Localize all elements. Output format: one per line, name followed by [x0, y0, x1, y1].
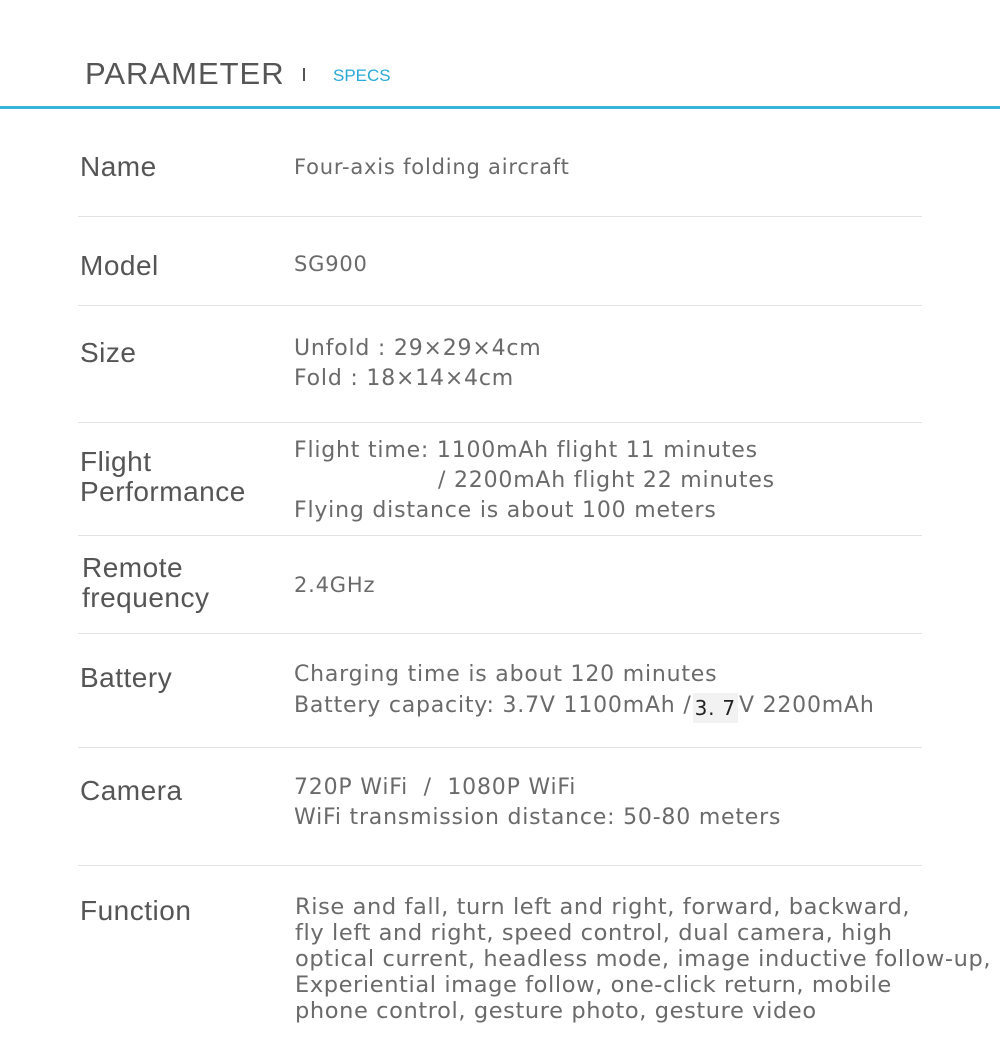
- spec-value-line: Unfold : 29×29×4cm: [294, 336, 542, 361]
- spec-label-line: Performance: [80, 476, 246, 507]
- header-underline: [0, 106, 1000, 109]
- spec-value: 2.4GHz: [294, 573, 376, 597]
- spec-label: [82, 553, 209, 613]
- spec-row-function: [78, 866, 992, 1052]
- spec-label: Size: [80, 337, 137, 368]
- page-header: [0, 0, 1000, 110]
- spec-label: Battery: [80, 662, 173, 693]
- spec-row-size: [78, 306, 922, 423]
- spec-label: [80, 447, 246, 507]
- spec-row-battery: [78, 634, 922, 748]
- page-subtitle: SPECS: [333, 66, 391, 85]
- spec-row-remote-frequency: [78, 536, 922, 634]
- battery-capacity-text-end: V 2200mAh: [738, 693, 875, 718]
- spec-value-line: Fold : 18×14×4cm: [294, 366, 514, 391]
- spec-label-line: Remote: [82, 552, 184, 583]
- spec-label-line: frequency: [82, 582, 210, 613]
- spec-value: [295, 894, 991, 1024]
- spec-value: [294, 660, 875, 721]
- spec-value: Four-axis folding aircraft: [294, 155, 570, 179]
- spec-value-line: Experiential image follow, one-click return, mobile: [295, 972, 892, 998]
- spec-value-line: / 2200mAh flight 22 minutes: [438, 468, 775, 493]
- battery-voltage-patch: 3. 7: [693, 693, 738, 723]
- battery-capacity-text: Battery capacity: 3.7V 1100mAh /: [294, 693, 692, 718]
- spec-value-line: Flight time: 1100mAh flight 11 minutes: [294, 438, 758, 463]
- spec-row-flight-performance: [78, 423, 922, 536]
- spec-value: [294, 436, 775, 526]
- spec-row-name: [78, 110, 922, 217]
- spec-label: Name: [80, 151, 157, 182]
- spec-label: Function: [80, 895, 192, 926]
- spec-value: [294, 773, 781, 833]
- spec-label: Model: [80, 250, 159, 281]
- spec-value-line: Charging time is about 120 minutes: [294, 662, 718, 687]
- spec-value: [294, 334, 542, 394]
- spec-row-model: [78, 217, 922, 306]
- spec-value-line: optical current, headless mode, image inductive follow-up,: [295, 946, 992, 972]
- spec-row-camera: [78, 748, 922, 866]
- spec-value: SG900: [294, 252, 368, 276]
- spec-value-line: [294, 690, 875, 721]
- title-separator: [303, 68, 305, 81]
- spec-value-line: Rise and fall, turn left and right, forward, backward,: [295, 894, 911, 920]
- spec-value-line: 720P WiFi / 1080P WiFi: [294, 775, 577, 800]
- spec-label: Camera: [80, 775, 183, 806]
- spec-value-line: Flying distance is about 100 meters: [294, 498, 717, 523]
- spec-value-line: WiFi transmission distance: 50-80 meters: [294, 805, 782, 830]
- spec-value-line: phone control, gesture photo, gesture video: [295, 998, 817, 1024]
- page-title: PARAMETER: [85, 56, 285, 91]
- spec-value-line: fly left and right, speed control, dual camera, high: [295, 920, 893, 946]
- spec-label-line: Flight: [80, 446, 152, 477]
